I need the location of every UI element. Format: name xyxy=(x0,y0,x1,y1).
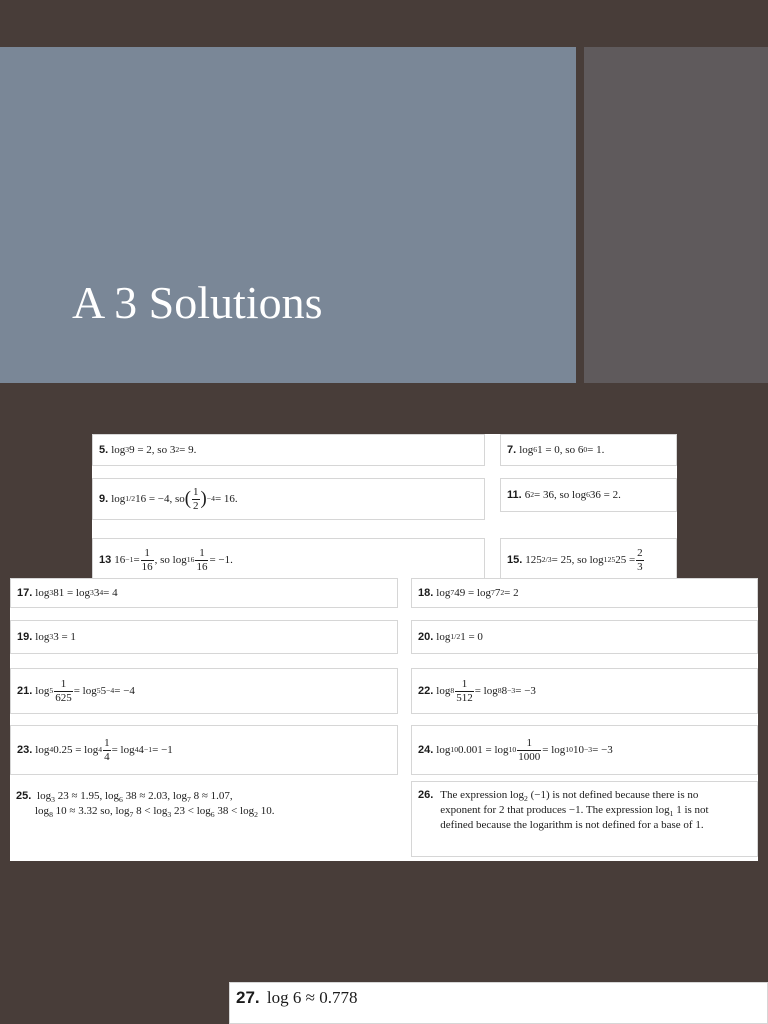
solution-26-text: The expression $\log_2 (-1)$ is not defined because there is no exponent for 2 that produces −1. The expression $\log_1 1$ is not defined because the logarithm is not defined for a base of 1. xyxy=(440,789,709,831)
solutions-image-bottom xyxy=(229,982,768,1024)
solution-22: 22. log 8 $\frac{1}{512}$ = log 8 8 −3 = −3 xyxy=(411,668,758,714)
fraction: $\frac{1}{16}$ xyxy=(196,546,208,573)
left-paren: ( xyxy=(184,487,192,509)
side-accent-panel xyxy=(584,47,768,383)
solution-17: 17. log 3 81 = log 3 3 4 = 4 xyxy=(10,578,398,608)
solution-24: 24. log 10 0.001 = log 10 $\frac{1}{1000}$ = log 10 10 −3 = −3 xyxy=(411,725,758,775)
solution-9: 9. log 1/2 16 = −4, so ( $\frac{1}{2}$ ) −4 = 16. xyxy=(92,478,485,520)
solution-20: 20. log 1/2 1 = 0 xyxy=(411,620,758,654)
fraction: $\frac{1}{4}$ xyxy=(104,736,110,763)
solution-13: 13 16 −1 = $\frac{1}{16}$ , so log 16 $\frac{1}{16}$ = −1. xyxy=(92,538,485,581)
fraction: $\frac{1}{16}$ xyxy=(141,546,153,573)
fraction: $\frac{1}{2}$ xyxy=(193,485,199,512)
fraction: $\frac{1}{512}$ xyxy=(456,677,473,704)
solution-23: 23. log 4 0.25 = log 4 $\frac{1}{4}$ = log 4 4 −1 = −1 xyxy=(10,725,398,775)
fraction: $\frac{1}{625}$ xyxy=(55,677,72,704)
fraction: $\frac{1}{1000}$ xyxy=(518,736,541,763)
solution-25: 25. $\log_3 23 \approx 1.95$, $\log_6 38 \approx 2.03$, $\log_7 8 \approx 1.07$, $\log_8 10 \approx 3.32$ so, $\log_7 8 < \log_3 23 < \log_6 38 < \log_2 10$. xyxy=(10,783,398,861)
solution-19: 19. log 3 3 = 1 xyxy=(10,620,398,654)
solution-18: 18. log 7 49 = log 7 7 2 = 2 xyxy=(411,578,758,608)
solution-15: 15. 125 2/3 = 25, so log 125 25 = $\frac{2}{3}$ xyxy=(500,538,677,581)
solution-21: 21. log 5 $\frac{1}{625}$ = log 5 5 −4 = −4 xyxy=(10,668,398,714)
right-paren: ) xyxy=(200,487,207,509)
slide-title: A 3 Solutions xyxy=(72,277,323,328)
solution-5: 5. log 3 9 = 2, so 3 2 = 9. xyxy=(92,434,485,466)
solution-26: 26. The expression $\log_2 (-1)$ is not defined because there is no exponent for 2 that produces −1. The expression $\log_1 1$ is not defined because the logarithm is not defined for a base of 1. xyxy=(411,781,758,857)
fraction: $\frac{2}{3}$ xyxy=(637,546,643,573)
solutions-image-main xyxy=(10,578,758,861)
solution-11: 11. 6 2 = 36, so log 6 36 = 2. xyxy=(500,478,677,512)
solution-7: 7. log 6 1 = 0, so 6 0 = 1. xyxy=(500,434,677,466)
solutions-image-top xyxy=(92,434,677,581)
title-panel xyxy=(0,47,576,383)
solution-27: 27. log 6 ≈ 0.778 xyxy=(229,982,768,1024)
